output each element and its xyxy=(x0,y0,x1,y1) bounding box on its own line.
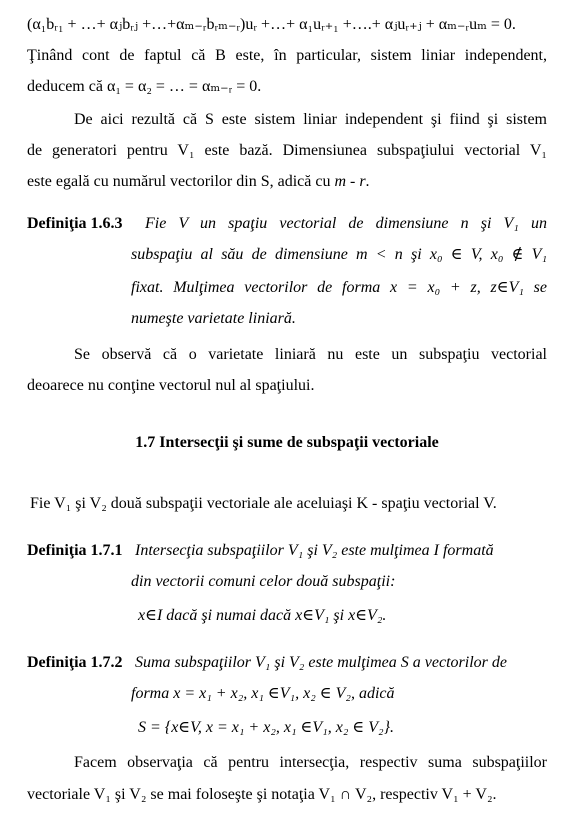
text-line: deducem că α₁ = α₂ = … = αₘ₋ᵣ = 0. xyxy=(27,78,262,95)
definition-label: Definiţia 1.7.2 xyxy=(27,654,123,671)
section-title: 1.7 Intersecţii şi sume de subspaţii vectoriale xyxy=(135,434,439,451)
text-line: Se observă că o varietate liniară nu este un subspaţiu vectorial xyxy=(74,346,547,363)
text-line: de generatori pentru V₁ este bază. Dimensiunea subspaţiului vectorial V₁ xyxy=(27,142,547,159)
definition-label: Definiţia 1.6.3 xyxy=(27,215,123,232)
definition-text: x∈I dacă şi numai dacă x∈V₁ şi x∈V₂. xyxy=(138,607,387,624)
text-line: este egală cu numărul vectorilor din S, adică cu m - r. xyxy=(27,173,370,190)
definition-text: subspaţiu al său de dimensiune m < n şi x₀ ∈ V, x₀ ∉ V₁ xyxy=(131,246,547,263)
definition-text: forma x = x₁ + x₂, x₁ ∈V₁, x₂ ∈ V₂, adică xyxy=(131,685,395,702)
definition-text: S = {x∈V, x = x₁ + x₂, x₁ ∈V₁, x₂ ∈ V₂}. xyxy=(138,719,394,736)
equation-line: (α₁bᵣ₁ + …+ αⱼbᵣⱼ +…+αₘ₋ᵣbᵣₘ₋ᵣ)uᵣ +…+ α₁uᵣ₊₁ +….+ αⱼuᵣ₊ⱼ + αₘ₋ᵣuₘ = 0. xyxy=(27,16,516,33)
text-line: De aici rezultă că S este sistem liniar independent şi fiind şi sistem xyxy=(74,111,547,128)
text-line: Ţinând cont de faptul că B este, în particular, sistem liniar independent, xyxy=(27,47,547,64)
text-line: Fie V₁ şi V₂ două subspaţii vectoriale ale aceluiaşi K - spaţiu vectorial V. xyxy=(30,495,497,512)
definition-label: Definiţia 1.7.1 xyxy=(27,542,123,559)
definition-text: Intersecţia subspaţiilor V₁ şi V₂ este mulţimea I formată xyxy=(135,542,494,559)
text-line: vectoriale V₁ şi V₂ se mai foloseşte şi notaţia V₁ ∩ V₂, respectiv V₁ + V₂. xyxy=(27,786,497,803)
definition-text: Suma subspaţiilor V₁ şi V₂ este mulţimea S a vectorilor de xyxy=(135,654,507,671)
text-line: Facem observaţia că pentru intersecţia, respectiv suma subspaţiilor xyxy=(74,754,547,771)
definition-text: fixat. Mulţimea vectorilor de forma x = x₀ + z, z∈V₁ se xyxy=(131,279,547,296)
definition-text: numeşte varietate liniară. xyxy=(131,310,296,327)
text-line: deoarece nu conţine vectorul nul al spaţiului. xyxy=(27,377,315,394)
definition-text: Fie V un spaţiu vectorial de dimensiune n şi V₁ un xyxy=(145,215,547,232)
definition-text: din vectorii comuni celor două subspaţii: xyxy=(131,573,396,590)
